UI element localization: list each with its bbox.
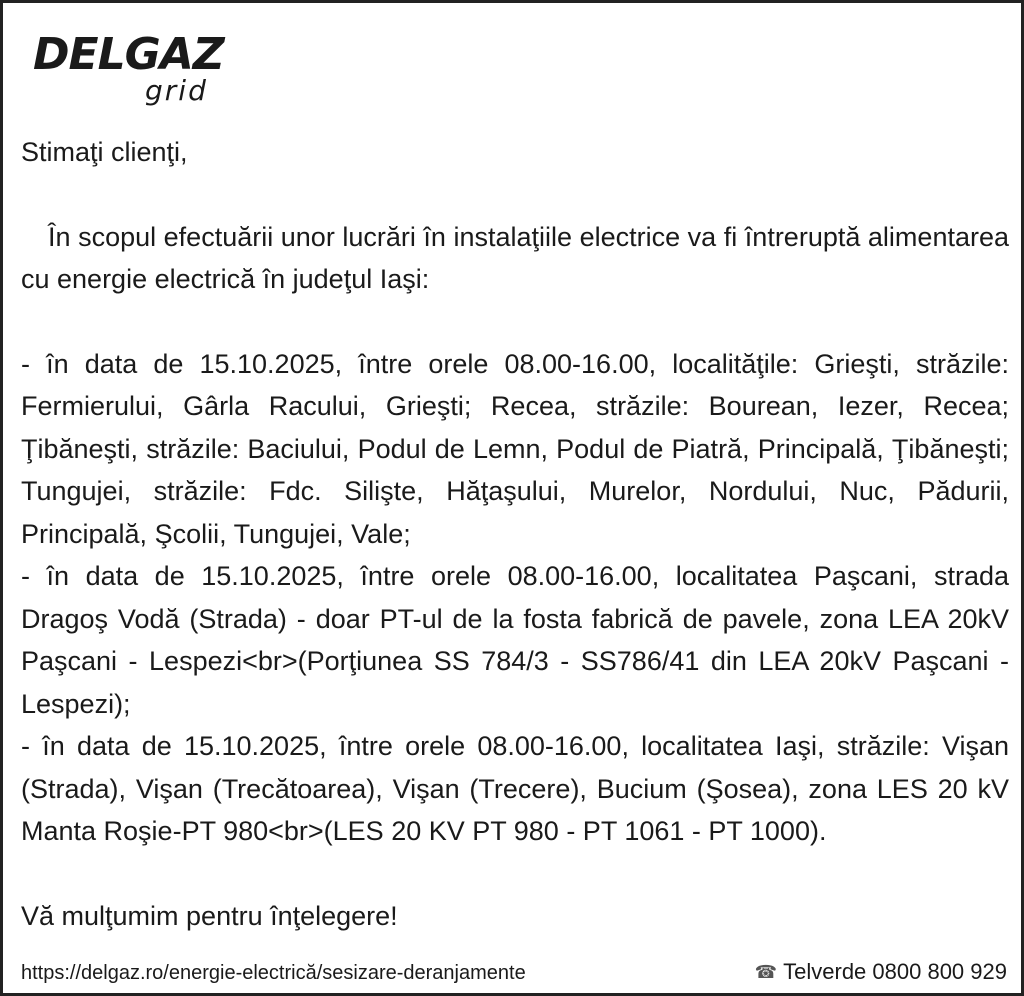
outage-item: - în data de 15.10.2025, între orele 08.00-16.00, localitatea Iaşi, străzile: Vişan (Strada), Vişan (Trecătoarea), Vişan (Trecere), Bucium (Şosea), zona LES 20 kV Manta Roşie-PT 980<br>(LES 20 KV PT 980 - PT 1061 - PT 1000). (21, 731, 1009, 846)
footer-url-link[interactable]: https://delgaz.ro/energie-electrică/sesizare-deranjamente (21, 962, 526, 984)
greeting: Stimaţi clienţi, (21, 137, 188, 167)
telephone-icon: ☎ (754, 962, 778, 982)
logo-subtitle: grid (145, 74, 208, 107)
delgaz-logo (33, 31, 233, 111)
intro-paragraph: În scopul efectuării unor lucrări în instalaţiile electrice va fi întreruptă alimentarea cu energie electrică în judeţul Iaşi: (21, 221, 1009, 294)
outage-item: - în data de 15.10.2025, între orele 08.00-16.00, localitatea Paşcani, strada Dragoş Vodă (Strada) - doar PT-ul de la fosta fabrică de pavele, zona LEA 20kV Paşcani - Lespezi<br>(Porţiunea SS 784/3 - SS786/41 din LEA 20kV Paşcani - Lespezi); (21, 561, 1009, 719)
footer-phone (755, 958, 1007, 986)
phone-number: Telverde 0800 800 929 (783, 959, 1007, 984)
closing-line: Vă mulţumim pentru înţelegere! (21, 900, 398, 931)
outage-item: - în data de 15.10.2025, între orele 08.00-16.00, localităţile: Grieşti, străzile: Fermierului, Gârla Racului, Grieşti; Recea, străzile: Bourean, Iezer, Recea; Ţibăneşti, străzile: Baciului, Podul de Lemn, Podul de Piatră, Principală, Ţibăneşti; Tungujei, străzile: Fdc. Silişte, Hăţaşului, Murelor, Nordului, Nuc, Pădurii, Principală, Şcolii, Tungujei, Vale; (21, 348, 1009, 549)
logo-brand: DELGAZ (33, 29, 224, 80)
letter-body (21, 131, 1009, 937)
